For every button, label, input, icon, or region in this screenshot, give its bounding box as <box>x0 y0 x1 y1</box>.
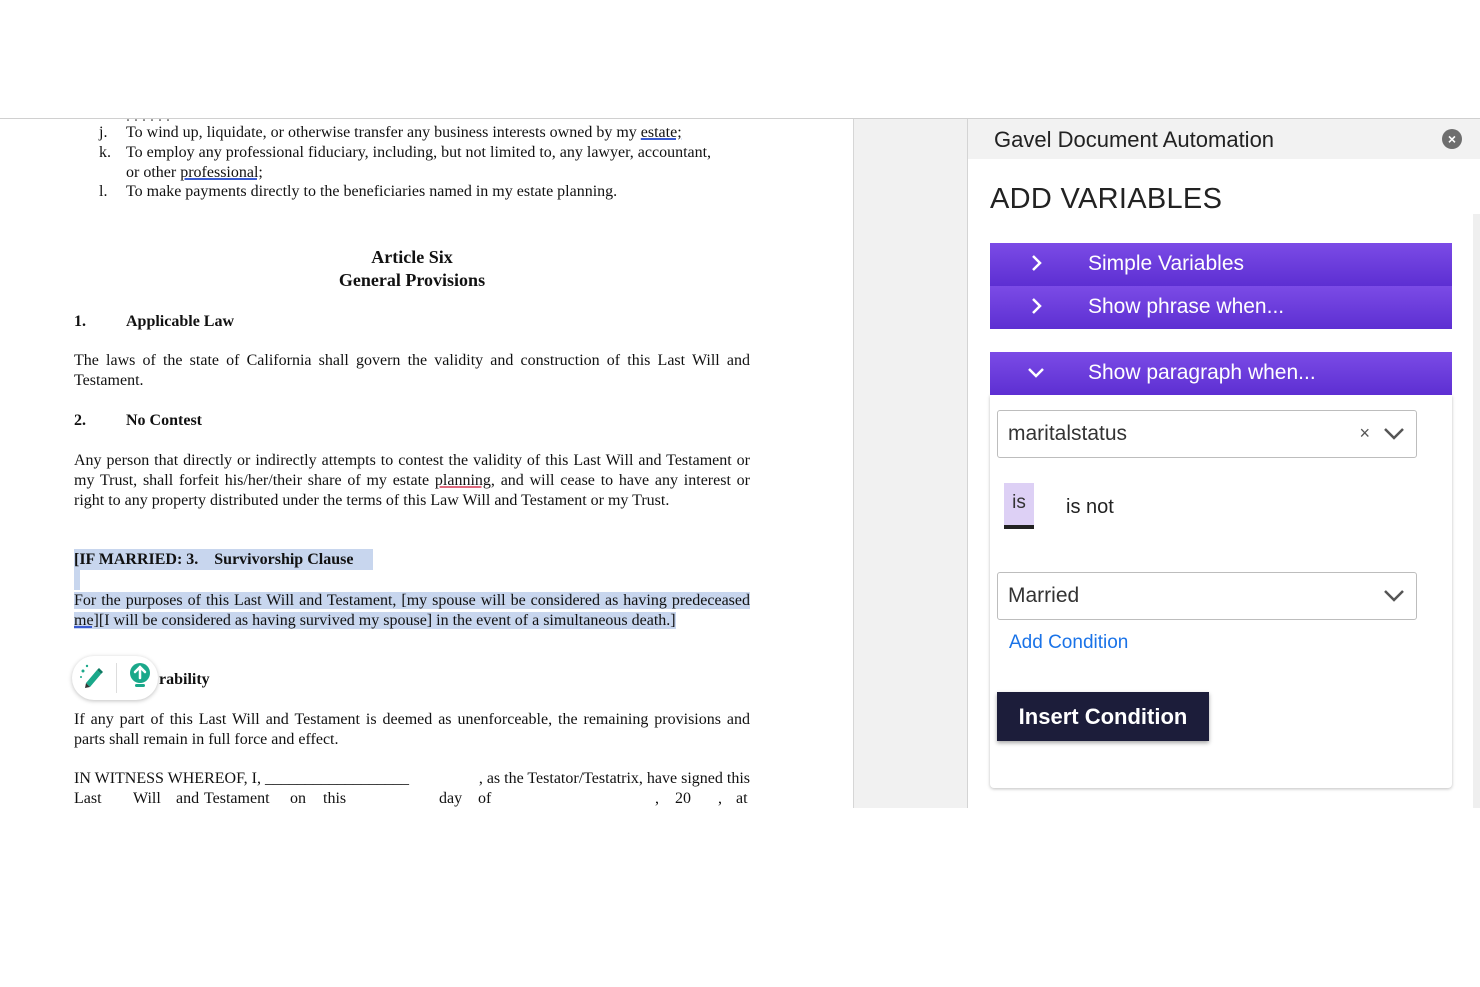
panel-title: Gavel Document Automation <box>994 127 1275 152</box>
list-item-k: To employ any professional fiduciary, including, but not limited to, any lawyer, accountant, <box>126 144 712 161</box>
section-2-heading: No Contest <box>126 412 202 429</box>
operator-is-not-option[interactable]: is not <box>1066 496 1114 518</box>
witness-line-1: IN WITNESS WHEREOF, I, __________________ , as the Testator/Testatrix, have signed this <box>74 770 750 787</box>
chevron-right-icon <box>1024 294 1048 318</box>
chevron-right-icon <box>1024 251 1048 275</box>
chevron-down-icon <box>1024 360 1048 384</box>
list-item-k-cont: or other professional; <box>126 164 263 181</box>
section-1-number: 1. <box>74 313 86 330</box>
section-title: ADD VARIABLES <box>990 183 1223 215</box>
add-condition-link[interactable]: Add Condition <box>1009 632 1129 653</box>
accordion-label: Show phrase when... <box>1088 295 1285 318</box>
accordion-show-phrase[interactable] <box>990 286 1452 329</box>
article-title: Article Six <box>371 247 453 267</box>
page-gutter <box>854 119 968 808</box>
section-1-heading: Applicable Law <box>126 313 235 330</box>
toolbar-divider <box>116 663 117 693</box>
chevron-down-icon[interactable] <box>1382 424 1406 444</box>
value-select-value: Married <box>1008 584 1080 607</box>
selection-gap <box>74 570 80 590</box>
document-page[interactable]: . . . . . . j. To wind up, liquidate, or otherwise transfer any business interests owned by my estate; k. To employ any professional fiduciary, including, but not limited to, any lawyer, accountant, or other professional; l. To make payments directly to the beneficiaries named in my estate planning. Article Six General Provisions 1. Applicable Law The laws of the state of California shall govern the validity and construction of this Last Will and Testament. 2. No Contest Any person that directly or indirectly attempts to contest the validity of this Last Will and Testament or my Trust, shall forfeit his/her/their share of my estate planning, and will cease to have any interest or right to any property distributed under the terms of this Law Will and Testament or my Trust. [IF MARRIED: 3. Survivorship Clause For the purposes of this Last Will and Testament, [my spouse will be considered as having predeceased me][I will be considered as having survived my spouse] in the event of a simultaneous death.] rability If any part of this Last Will and Testament is deemed as unenforceable, the remaining provisions and parts shall remain in full force and effect. IN WITNESS WHEREOF, I, __________________ , as the Testator/Testatrix, have signed this Last Will and Testament on this day of , 20 , at <box>0 119 854 808</box>
panel-header <box>968 119 1480 159</box>
section-4-heading-partial: rability <box>159 671 210 688</box>
variable-select-value: maritalstatus <box>1008 422 1128 445</box>
section-1-body: The laws of the state of California shall govern the validity and construction of this Last Will and Testament. <box>74 352 750 389</box>
close-icon[interactable]: × <box>1442 129 1462 149</box>
clear-icon[interactable]: × <box>1359 423 1370 443</box>
operator-is-option[interactable]: is <box>1004 483 1034 529</box>
lightbulb-icon[interactable] <box>126 661 154 696</box>
list-item-l-marker: l. <box>99 183 108 200</box>
article-subtitle: General Provisions <box>338 270 486 290</box>
addin-panel <box>968 119 1480 808</box>
app-screen <box>0 108 1480 808</box>
floating-toolbar <box>72 656 158 700</box>
accordion-label: Simple Variables <box>1088 252 1245 275</box>
variable-select[interactable] <box>997 410 1417 458</box>
accordion-simple-variables[interactable] <box>990 243 1452 286</box>
list-item-j: To wind up, liquidate, or otherwise transfer any business interests owned by my estate; <box>126 124 682 141</box>
section-2-body: Any person that directly or indirectly attempts to contest the validity of this Last Will and Testament or my Trust, shall forfeit his/her/their share of my estate planning, and will cease to have any interest or right to any property distributed under the terms of this Law Will and Testament or my Trust. <box>74 452 751 509</box>
section-3-heading-line[interactable]: [IF MARRIED: 3. Survivorship Clause <box>74 550 381 570</box>
magic-pencil-icon[interactable] <box>77 661 107 696</box>
scrollbar-track[interactable] <box>1473 214 1480 808</box>
value-select[interactable] <box>997 572 1417 620</box>
list-item-l: To make payments directly to the beneficiaries named in my estate planning. <box>126 183 618 200</box>
list-item-j-marker: j. <box>99 124 108 141</box>
clipped-line: . . . . . . <box>126 108 170 125</box>
section-4-body: If any part of this Last Will and Testament is deemed as unenforceable, the remaining provisions and parts shall remain in full force and effect. <box>74 711 750 748</box>
section-2-number: 2. <box>74 412 86 429</box>
insert-condition-button[interactable]: Insert Condition <box>997 692 1209 741</box>
accordion-label: Show paragraph when... <box>1088 361 1316 384</box>
list-item-k-marker: k. <box>99 144 111 161</box>
section-3-body[interactable]: For the purposes of this Last Will and Testament, [my spouse will be considered as having predeceased me][I will be considered as having survived my spouse] in the event of a simultaneous death.] <box>74 592 750 629</box>
accordion-show-paragraph[interactable] <box>990 352 1452 395</box>
chevron-down-icon[interactable] <box>1382 586 1406 606</box>
